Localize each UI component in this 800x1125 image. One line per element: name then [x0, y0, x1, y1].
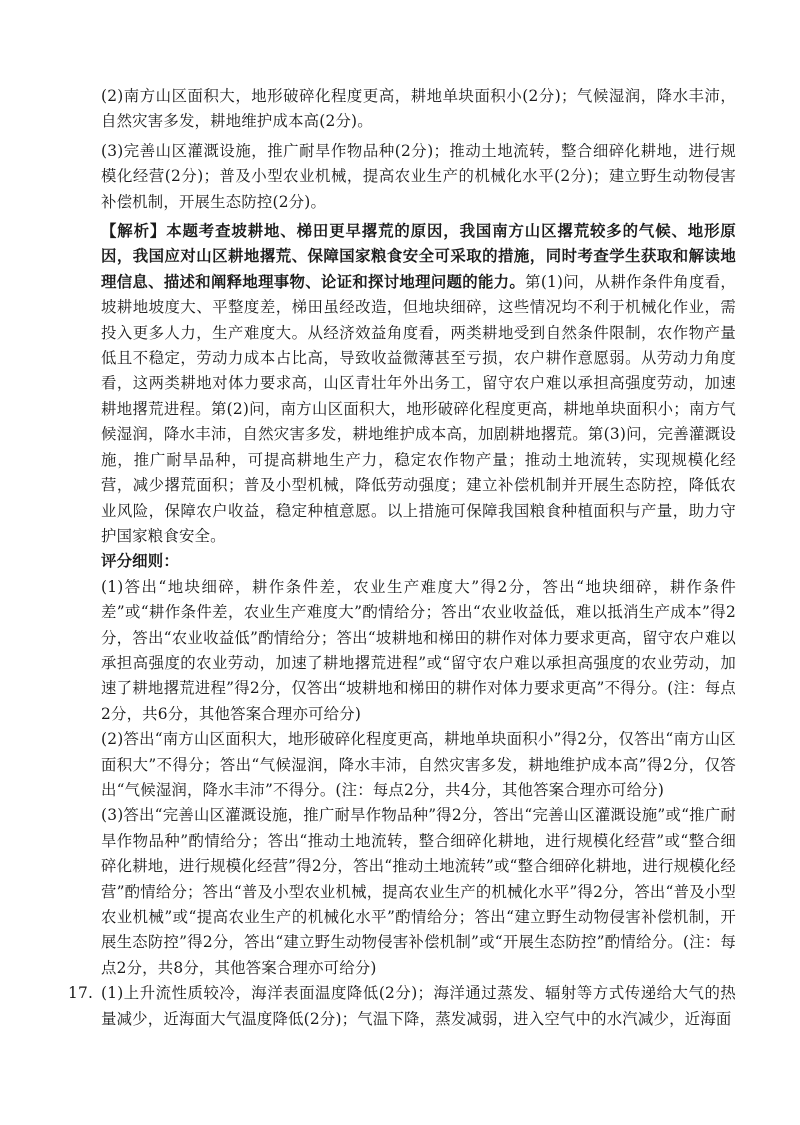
question-17-text: (1)上升流性质较冷，海洋表面温度降低(2分)；海洋通过蒸发、辐射等方式传递给大气的热量减少，近海面大气温度降低(2分)；气温下降，蒸发减弱，进入空气中的水汽减少，近海面 [101, 984, 736, 1028]
rubric-item-3: (3)答出“完善山区灌溉设施，推广耐旱作物品种”得2分，答出“完善山区灌溉设施”或“推广耐旱作物品种”酌情给分；答出“推动土地流转，整合细碎化耕地，进行规模化经营”或“整合细碎化耕地，进行规模化经营”得2分，答出“推动土地流转”或“整合细碎化耕地，进行规模化经营”酌情给分；答出“普及小型农业机械，提高农业生产的机械化水平”得2分，答出“普及小型农业机械”或“提高农业生产的机械化水平”酌情给分；答出“建立野生动物侵害补偿机制，开展生态防控”得2分，答出“建立野生动物侵害补偿机制”或“开展生态防控”酌情给分。(注：每点2分，共8分，其他答案合理亦可给分) [101, 806, 736, 977]
analysis-label: 【解析】 [101, 222, 167, 241]
question-17-number: 17. [68, 984, 94, 1003]
rubric-item-1: (1)答出“地块细碎，耕作条件差，农业生产难度大”得2分，答出“地块细碎，耕作条件差”或“耕作条件差，农业生产难度大”酌情给分；答出“农业收益低，难以抵消生产成本”得2分，答出“农业收益低”酌情给分；答出“坡耕地和梯田的耕作对体力要求更高，留守农户难以承担高强度的农业劳动，加速了耕地撂荒进程”或“留守农户难以承担高强度的农业劳动，加速了耕地撂荒进程”得2分，仅答出“坡耕地和梯田的耕作对体力要求更高”不得分。(注：每点2分，共6分，其他答案合理亦可给分) [101, 577, 736, 723]
analysis-lead: 本题考查坡耕地、梯田更早撂荒的原因，我国南方山区撂荒较多的气候、地形原因，我国应对山区耕地撂荒、保障国家粮食安全可采取的措施，同时考查学生获取和解读地理信息、描述和阐释地理事物、论证和探讨地理问题的能力。 [101, 222, 736, 291]
analysis-paragraph [101, 219, 736, 549]
question-17-answer [68, 981, 736, 1032]
rubric-title: 评分细则： [101, 552, 179, 571]
answer-3: (3)完善山区灌溉设施，推广耐旱作物品种(2分)；推动土地流转，整合细碎化耕地，进行规模化经营(2分)；普及小型农业机械，提高农业生产的机械化水平(2分)；建立野生动物侵害补偿机制，开展生态防控(2分)。 [101, 141, 736, 211]
rubric-item-2: (2)答出“南方山区面积大，地形破碎化程度更高，耕地单块面积小”得2分，仅答出“南方山区面积大”不得分；答出“气候湿润，降水丰沛，自然灾害多发，耕地维护成本高”得2分，仅答出“气候湿润，降水丰沛”不得分。(注：每点2分，共4分，其他答案合理亦可给分) [101, 730, 736, 799]
answer-2: (2)南方山区面积大，地形破碎化程度更高，耕地单块面积小(2分)；气候湿润，降水丰沛，自然灾害多发，耕地维护成本高(2分)。 [101, 87, 736, 131]
analysis-body: 第(1)问，从耕作条件角度看，坡耕地坡度大、平整度差，梯田虽经改造，但地块细碎，这些情况均不利于机械化作业，需投入更多人力，生产难度大。从经济效益角度看，两类耕地受到自然条件限制，农作物产量低且不稳定，劳动力成本占比高，导致收益微薄甚至亏损，农户耕作意愿弱。从劳动力角度看，这两类耕地对体力要求高，山区青壮年外出务工，留守农户难以承担高强度劳动，加速耕地撂荒进程。第(2)问，南方山区面积大，地形破碎化程度更高，耕地单块面积小；南方气候湿润，降水丰沛，自然灾害多发，耕地维护成本高，加剧耕地撂荒。第(3)问，完善灌溉设施，推广耐旱品种，可提高耕地生产力，稳定农作物产量；推动土地流转，实现规模化经营，减少撂荒面积；普及小型机械，降低劳动强度；建立补偿机制并开展生态防控，降低农业风险，保障农户收益，稳定种植意愿。以上措施可保障我国粮食种植面积与产量，助力守护国家粮食安全。 [101, 272, 736, 545]
